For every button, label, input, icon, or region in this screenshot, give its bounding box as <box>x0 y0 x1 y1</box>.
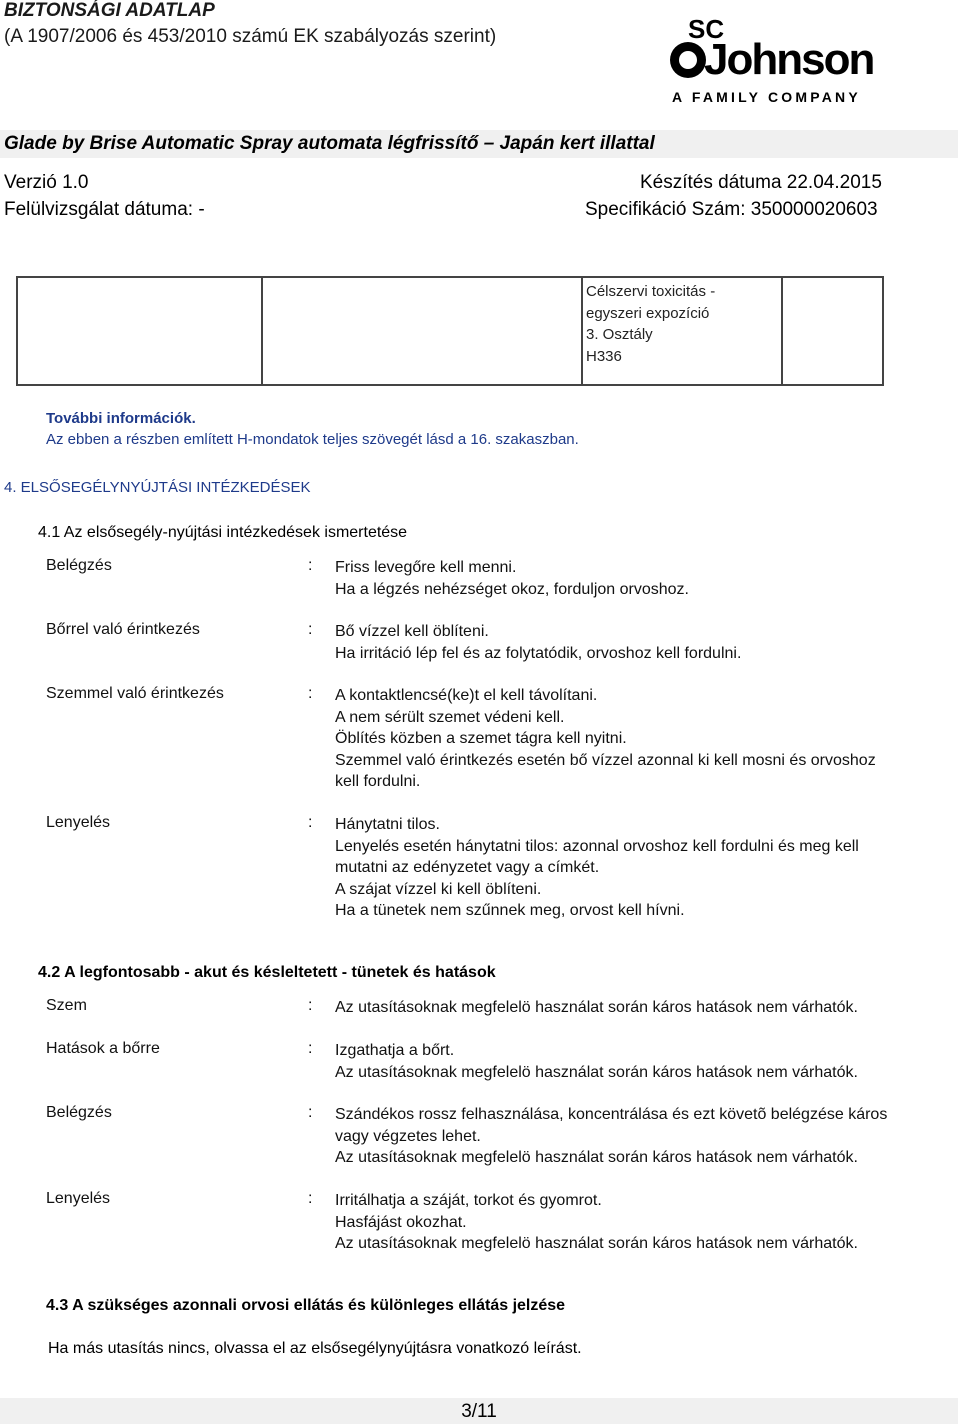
document-subtitle: (A 1907/2006 és 453/2010 számú EK szabályozás szerint) <box>4 26 497 47</box>
row-colon: : <box>308 621 313 638</box>
value-line: vagy végzetes lehet. <box>335 1127 481 1145</box>
row-label: Lenyelés <box>46 814 111 831</box>
section-4-3-title: 4.3 A szükséges azonnali orvosi ellátás és különleges ellátás jelzése <box>46 1297 566 1314</box>
value-line: Szemmel való érintkezés esetén bő vízzel azonnal ki kell mosni és orvoshoz <box>335 751 876 769</box>
value-line: Az utasításoknak megfelelö használat során káros hatások nem várhatók. <box>335 999 858 1016</box>
section-4-3-text: Ha más utasítás nincs, olvassa el az elsősegélynyújtásra vonatkozó leírást. <box>48 1340 582 1357</box>
document-title: BIZTONSÁGI ADATLAP <box>4 0 215 21</box>
logo-tagline-text: A FAMILY COMPANY <box>672 89 861 105</box>
cell-line: Célszervi toxicitás - <box>586 283 716 300</box>
row-label: Belégzés <box>46 557 112 574</box>
table-cell-classification <box>582 277 782 385</box>
classification-table <box>16 276 884 386</box>
value-line: Az utasításoknak megfelelö használat során káros hatások nem várhatók. <box>335 1235 858 1252</box>
value-line: A kontaktlencsé(ke)t el kell távolítani. <box>335 687 598 704</box>
further-info-heading: További információk. <box>46 410 196 427</box>
row-value <box>335 1040 895 1083</box>
row-colon: : <box>308 557 313 574</box>
value-line: Izgathatja a bőrt. <box>335 1042 455 1059</box>
value-line: Szándékos rossz felhasználása, koncentrálása és ezt követõ belégzése káros <box>335 1106 888 1123</box>
row-colon: : <box>308 1190 313 1207</box>
row-label: Hatások a bőrre <box>46 1040 160 1057</box>
row-colon: : <box>308 1104 313 1121</box>
further-info-text: Az ebben a részben említett H-mondatok teljes szövegét lásd a 16. szakaszban. <box>46 431 579 448</box>
row-value <box>335 621 895 664</box>
revision-date: Felülvizsgálat dátuma: - <box>4 199 205 220</box>
row-value <box>335 557 895 600</box>
table-cell-empty <box>782 277 883 385</box>
value-line: Friss levegőre kell menni. <box>335 559 517 576</box>
row-label: Szem <box>46 997 87 1014</box>
page-number: 3/11 <box>461 1401 497 1422</box>
version: Verzió 1.0 <box>4 172 89 193</box>
product-name: Glade by Brise Automatic Spray automata légfrissítő – Japán kert illattal <box>4 133 655 154</box>
row-colon: : <box>308 997 313 1014</box>
value-line: Lenyelés esetén hánytatni tilos: azonnal orvoshoz kell fordulni és meg kell <box>335 837 859 855</box>
row-value <box>335 814 895 922</box>
spec-number: Specifikáció Szám: 350000020603 <box>585 199 878 220</box>
logo-sc-text: SC <box>688 14 725 44</box>
scjohnson-logo <box>668 8 884 108</box>
logo-johnson-text: Johnson <box>704 35 874 84</box>
value-line: Az utasításoknak megfelelö használat során káros hatások nem várhatók. <box>335 1149 858 1166</box>
value-line: Bő vízzel kell öblíteni. <box>335 623 489 640</box>
value-line: Az utasításoknak megfelelö használat során káros hatások nem várhatók. <box>335 1063 858 1081</box>
row-label: Lenyelés <box>46 1190 111 1207</box>
cell-line: 3. Osztály <box>586 326 653 343</box>
section-4-2-title: 4.2 A legfontosabb - akut és késleltetett - tünetek és hatások <box>38 964 496 981</box>
value-line: kell fordulni. <box>335 773 421 790</box>
value-line: Ha irritáció lép fel és az folytatódik, orvoshoz kell fordulni. <box>335 644 742 662</box>
value-line: Ha a légzés nehézséget okoz, forduljon orvoshoz. <box>335 580 689 598</box>
row-value <box>335 997 895 1019</box>
cell-line: egyszeri expozíció <box>586 304 710 322</box>
row-colon: : <box>308 685 313 702</box>
row-value <box>335 1104 895 1169</box>
value-line: Hasfájást okozhat. <box>335 1213 467 1231</box>
row-value <box>335 1190 895 1255</box>
row-label: Bőrrel való érintkezés <box>46 621 200 638</box>
row-colon: : <box>308 1040 313 1057</box>
cell-line: H336 <box>586 347 622 365</box>
value-line: mutatni az edényzetet vagy a címkét. <box>335 859 600 876</box>
value-line: A szájat vízzel ki kell öblíteni. <box>335 880 542 898</box>
value-line: Irritálhatja a száját, torkot és gyomrot. <box>335 1192 602 1209</box>
value-line: Öblítés közben a szemet tágra kell nyitni. <box>335 730 627 747</box>
row-colon: : <box>308 814 313 831</box>
row-value <box>335 685 895 793</box>
table-cell-empty <box>17 277 262 385</box>
table-cell-empty <box>262 277 582 385</box>
value-line: Ha a tünetek nem szűnnek meg, orvost kell hívni. <box>335 902 685 919</box>
value-line: Hánytatni tilos. <box>335 816 440 833</box>
value-line: A nem sérült szemet védeni kell. <box>335 708 565 726</box>
section-4-1-title: 4.1 Az elsősegély-nyújtási intézkedések ismertetése <box>38 524 408 541</box>
row-label: Szemmel való érintkezés <box>46 685 224 702</box>
section-4-heading: 4. ELSŐSEGÉLYNYÚJTÁSI INTÉZKEDÉSEK <box>4 479 311 496</box>
row-label: Belégzés <box>46 1104 112 1121</box>
prepared-date: Készítés dátuma 22.04.2015 <box>640 172 882 193</box>
